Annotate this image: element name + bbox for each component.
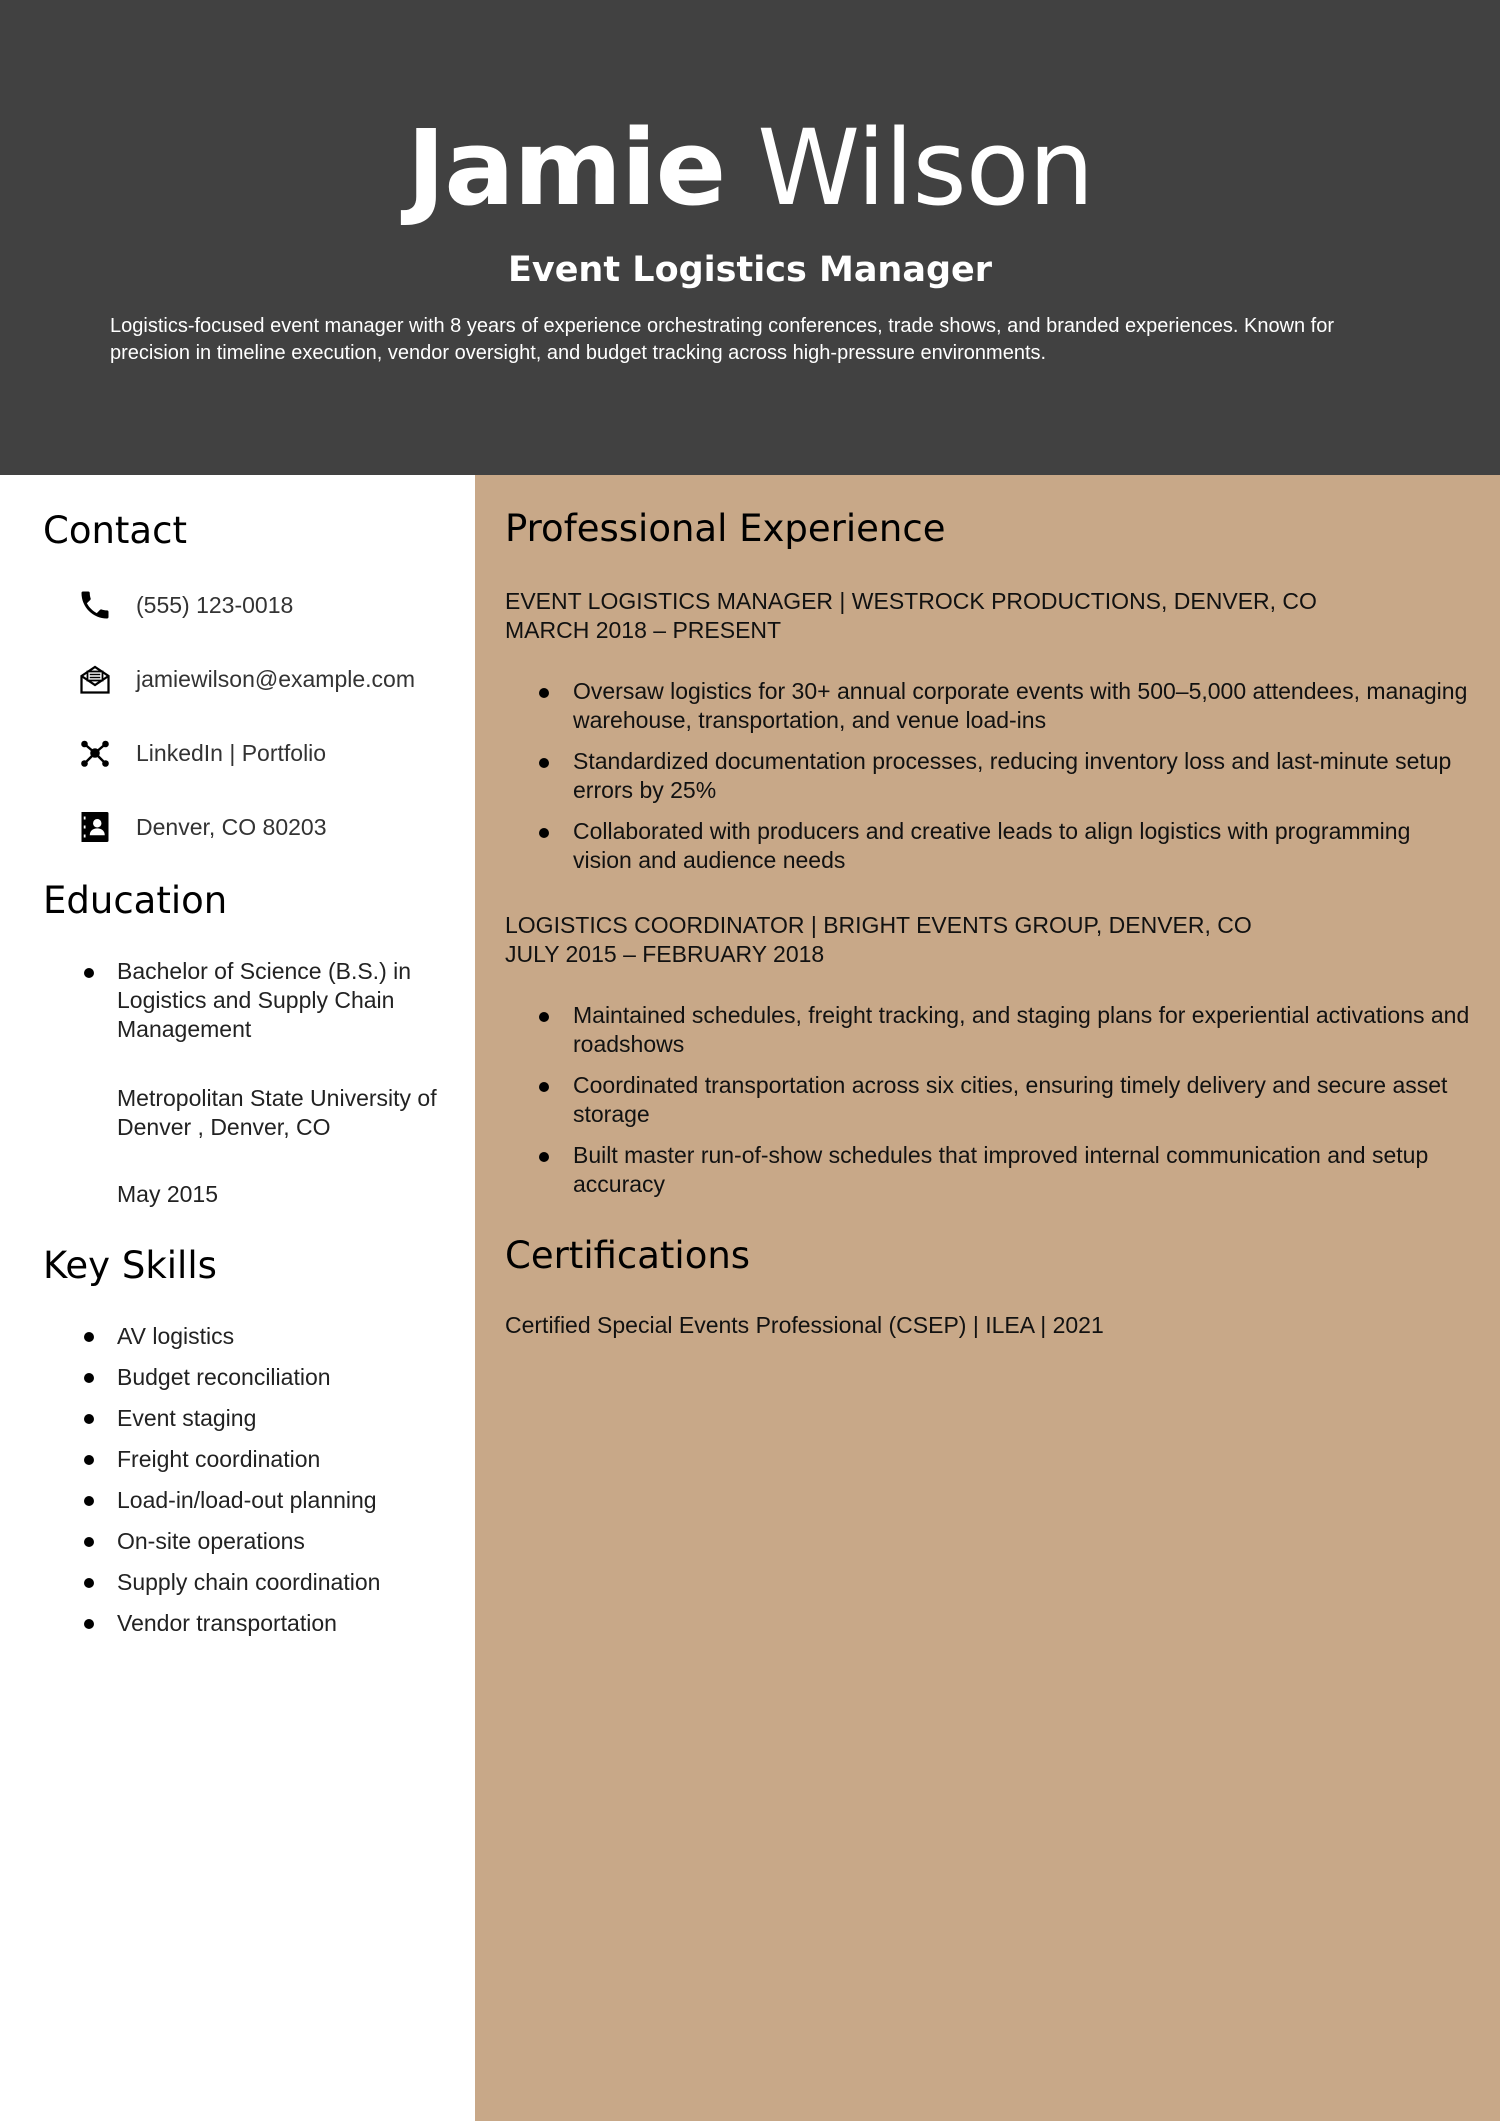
job-2-dates: JULY 2015 – FEBRUARY 2018 — [505, 941, 825, 967]
contact-address — [76, 807, 327, 847]
network-icon — [76, 734, 114, 772]
job-bullet: Built master run-of-show schedules that improved internal communication and setup accuracy — [573, 1141, 1473, 1199]
skills-list — [117, 1316, 457, 1644]
job-1-heading: EVENT LOGISTICS MANAGER | WESTROCK PRODUCTIONS, DENVER, CO — [505, 588, 1317, 614]
contact-heading: Contact — [43, 509, 187, 552]
job-1-bullets — [573, 677, 1473, 887]
phone-text: (555) 123-0018 — [136, 592, 294, 618]
skills-heading: Key Skills — [43, 1244, 217, 1287]
education-heading: Education — [43, 879, 228, 922]
job-bullet: Maintained schedules, freight tracking, and staging plans for experiential activations and roadshows — [573, 1001, 1473, 1059]
phone-icon — [76, 586, 114, 624]
last-name: Wilson — [757, 107, 1094, 229]
contact-phone — [76, 585, 294, 625]
job-2-heading: LOGISTICS COORDINATOR | BRIGHT EVENTS GROUP, DENVER, CO — [505, 912, 1252, 938]
address-book-icon — [76, 808, 114, 846]
job-bullet: Oversaw logistics for 30+ annual corporate events with 500–5,000 attendees, managing warehouse, transportation, and venue load-ins — [573, 677, 1473, 735]
address-text: Denver, CO 80203 — [136, 814, 327, 840]
skill-item: Supply chain coordination — [117, 1562, 457, 1603]
job-bullet: Coordinated transportation across six cities, ensuring timely delivery and secure asset storage — [573, 1071, 1473, 1129]
resume-header — [0, 0, 1500, 475]
skill-item: Budget reconciliation — [117, 1357, 457, 1398]
skill-item: Freight coordination — [117, 1439, 457, 1480]
education-degree: Bachelor of Science (B.S.) in Logistics and Supply Chain Management — [117, 957, 447, 1044]
sidebar — [0, 475, 475, 2121]
job-2-bullets — [573, 1001, 1473, 1211]
contact-email[interactable] — [76, 659, 415, 699]
skill-item: Event staging — [117, 1398, 457, 1439]
job-1-dates: MARCH 2018 – PRESENT — [505, 617, 782, 643]
first-name: Jamie — [406, 107, 726, 229]
job-bullet: Collaborated with producers and creative leads to align logistics with programming vision and audience needs — [573, 817, 1473, 875]
education-school: Metropolitan State University of Denver , Denver, CO — [117, 1085, 437, 1140]
skill-item: AV logistics — [117, 1316, 457, 1357]
skill-item: On-site operations — [117, 1521, 457, 1562]
job-title: Event Logistics Manager — [507, 250, 993, 290]
job-bullet: Standardized documentation processes, reducing inventory loss and last-minute setup errors by 25% — [573, 747, 1473, 805]
certifications-heading: Certifications — [505, 1234, 751, 1277]
candidate-name — [0, 108, 1500, 228]
links-text[interactable]: LinkedIn | Portfolio — [136, 740, 327, 766]
contact-links[interactable] — [76, 733, 327, 773]
education-list — [117, 957, 447, 1044]
envelope-icon — [76, 660, 114, 698]
professional-summary: Logistics-focused event manager with 8 years of experience orchestrating conferences, trade shows, and branded experiences. Known for precision in timeline execution, vendor oversight, and budget tracking across high-pressure environments. — [110, 315, 1335, 364]
skill-item: Load-in/load-out planning — [117, 1480, 457, 1521]
email-text[interactable]: jamiewilson@example.com — [136, 666, 415, 692]
education-date: May 2015 — [117, 1181, 219, 1207]
experience-heading: Professional Experience — [505, 507, 946, 550]
skill-item: Vendor transportation — [117, 1603, 457, 1644]
certification-item: Certified Special Events Professional (CSEP) | ILEA | 2021 — [505, 1312, 1104, 1338]
